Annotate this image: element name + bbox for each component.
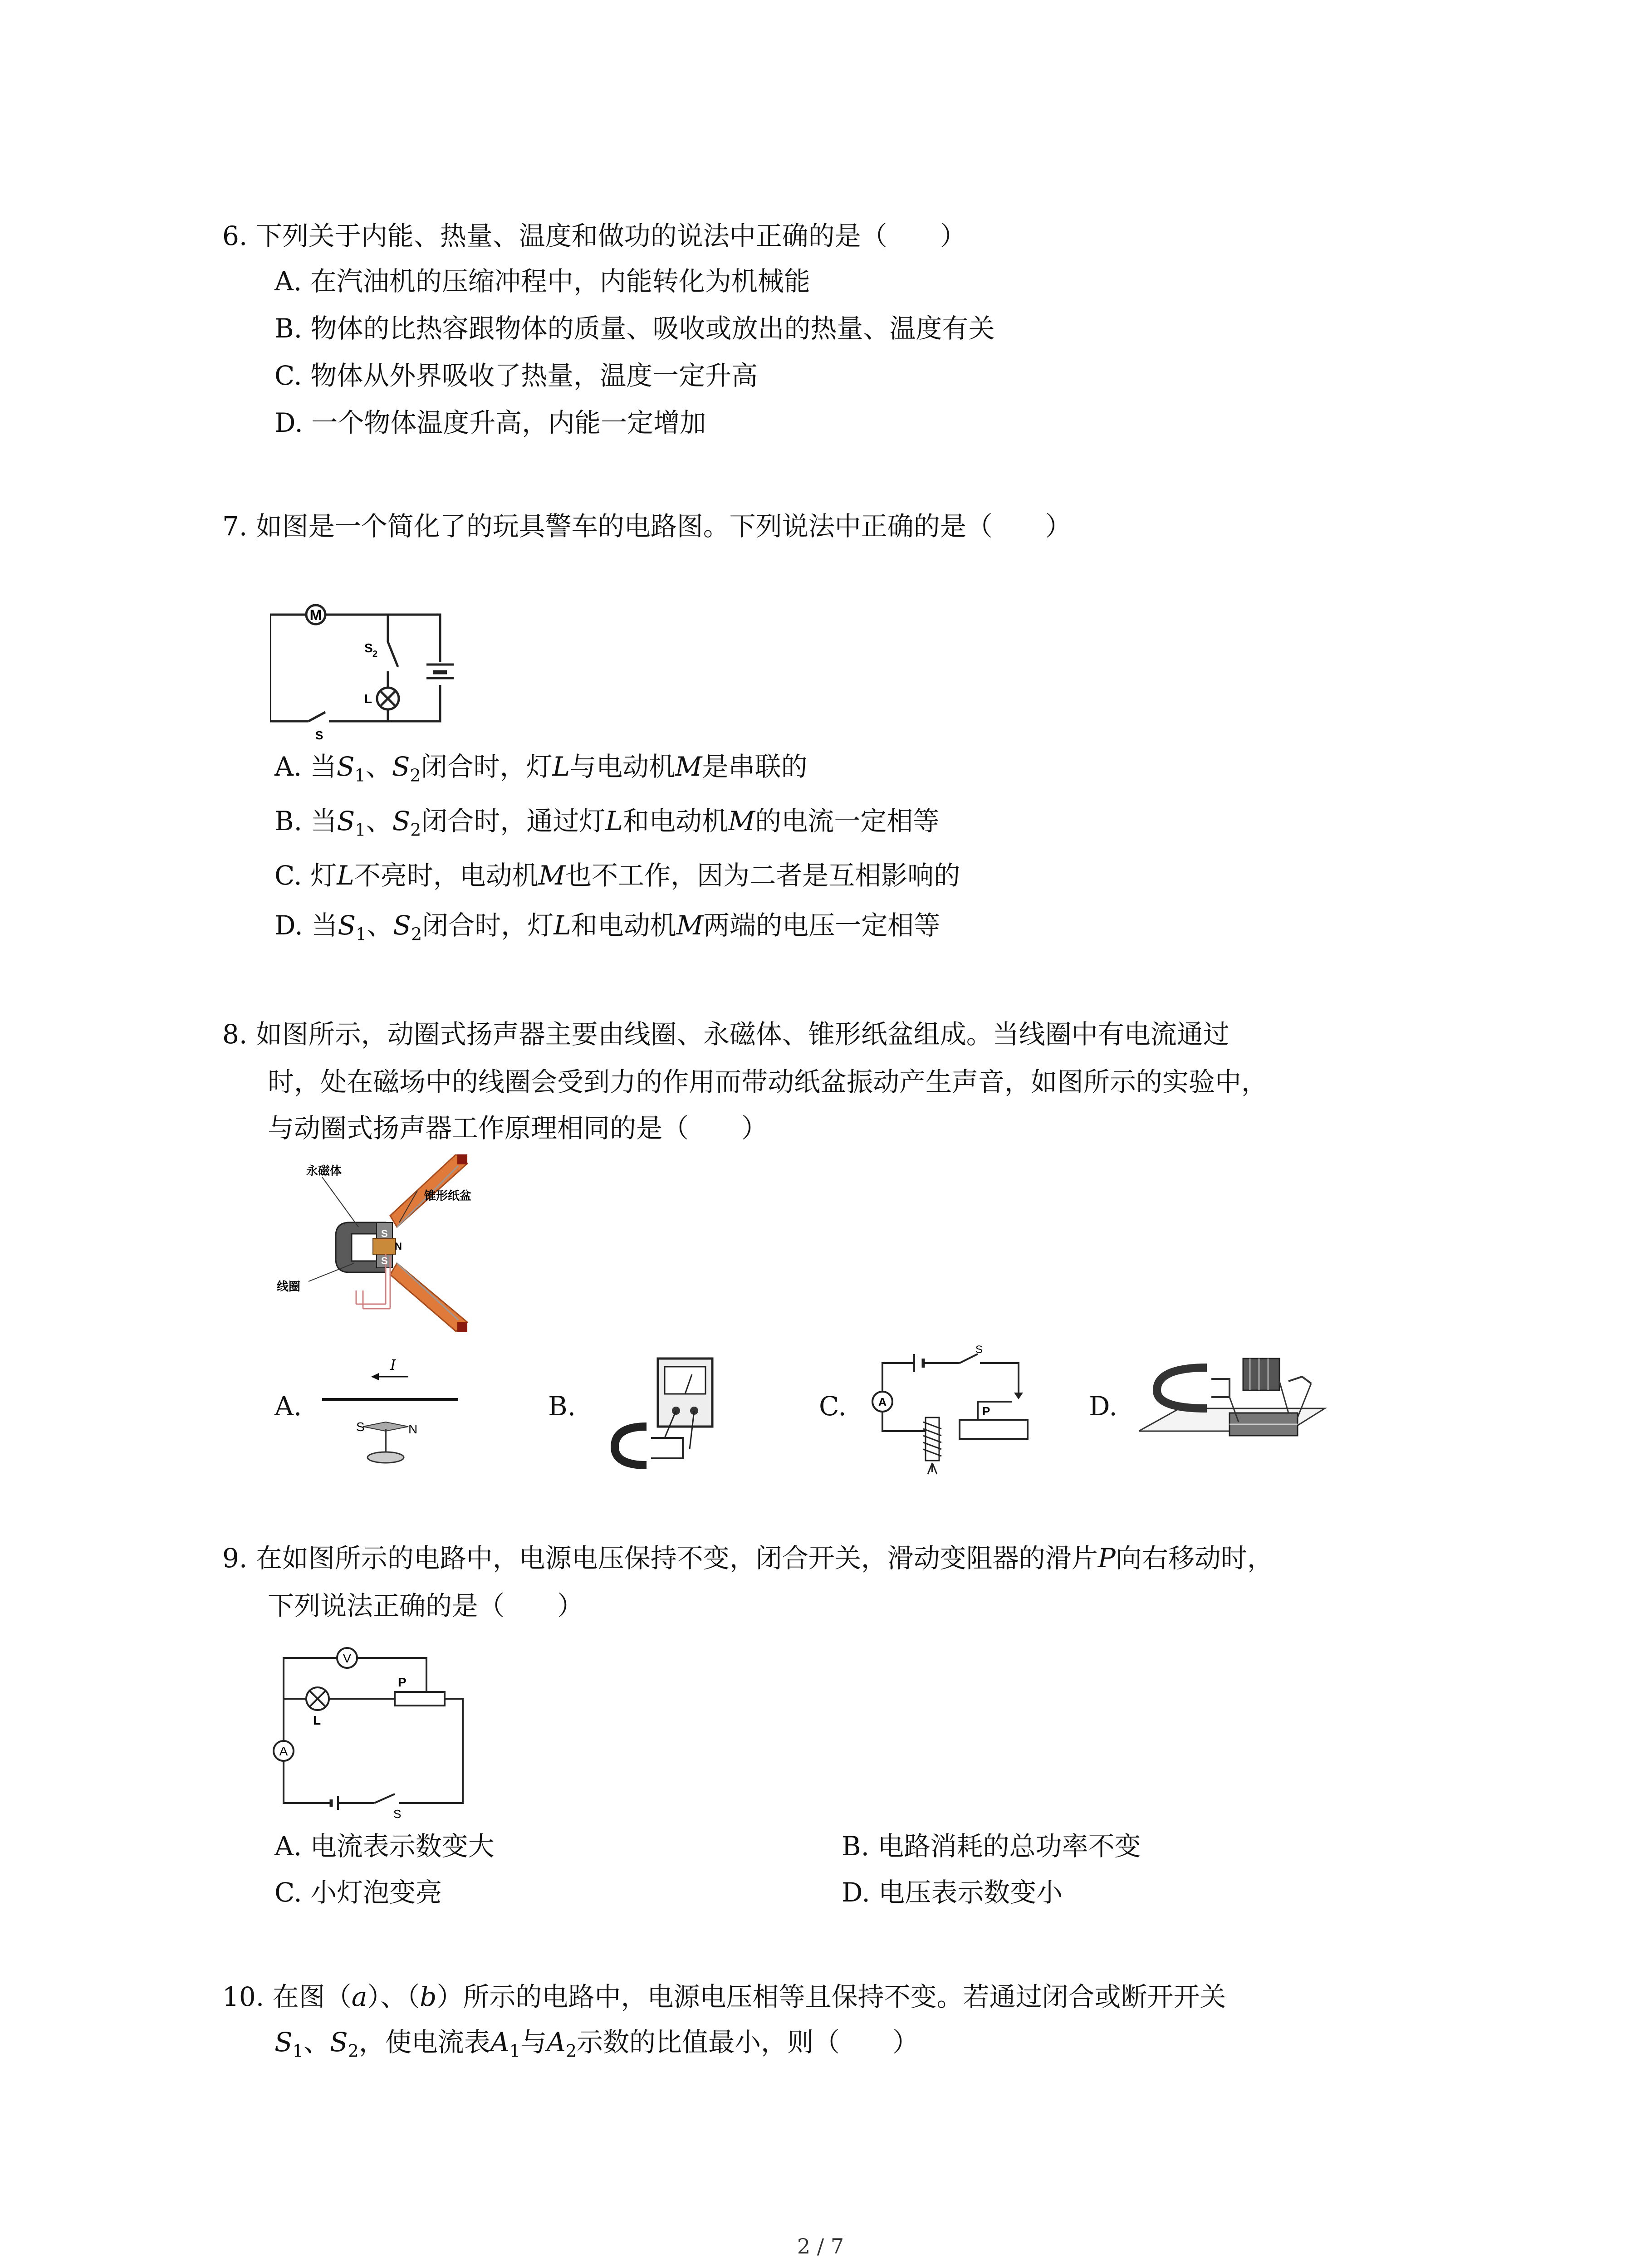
q7-circuit-diagram [270,599,465,744]
q6-stem: 6. 下列关于内能、热量、温度和做功的说法中正确的是（ ） [222,220,966,251]
svg-text:S: S [356,1420,365,1434]
q9-stem-line1: 9. 在如图所示的电路中，电源电压保持不变，闭合开关，滑动变阻器的滑片P向右移动时， [222,1543,1274,1574]
q8-option-c-label: C. [819,1391,847,1422]
q8-stem-line1: 8. 如图所示，动圈式扬声器主要由线圈、永磁体、锥形纸盆组成。当线圈中有电流通过 [222,1019,1230,1050]
q8-option-b-label: B. [548,1391,576,1422]
q6-option-b: B. 物体的比热容跟物体的质量、吸收或放出的热量、温度有关 [274,313,995,344]
q10-stem-line1: 10. 在图（a）、（b）所示的电路中，电源电压相等且保持不变。若通过闭合或断开开关 [222,1981,1226,2012]
svg-text:A: A [878,1395,887,1409]
q9-option-a: A. 电流表示数变大 [274,1831,495,1862]
svg-text:P: P [982,1404,990,1418]
q6-option-d: D. 一个物体温度升高，内能一定增加 [274,407,706,438]
q8-coil-label: 线圈 [277,1280,301,1294]
q9-slider-label: P [398,1675,407,1689]
q9-option-c: C. 小灯泡变亮 [274,1877,442,1908]
q8-stem-line3: 与动圈式扬声器工作原理相同的是（ ） [268,1113,768,1144]
q7-option-c: C. 灯L不亮时，电动机M也不工作，因为二者是互相影响的 [274,860,960,891]
q7-motor-label: M [309,607,322,623]
svg-text:I: I [390,1356,396,1374]
page-number: 2 / 7 [797,2234,844,2258]
q7-s2-label: S [364,641,373,655]
q7-option-a: A. 当$S_1$、$S_2$闭合时，灯L与电动机M是串联的 [274,751,808,786]
q7-stem: 7. 如图是一个简化了的玩具警车的电路图。下列说法中正确的是（ ） [222,511,1072,542]
q9-ammeter-label: A [279,1744,288,1758]
q6-option-c: C. 物体从外界吸收了热量，温度一定升高 [274,360,758,391]
q7-s1-label: S [315,728,323,742]
q7-lamp-label: L [364,692,372,706]
svg-text:S: S [381,1228,388,1239]
svg-text:S: S [381,1255,388,1266]
q6-option-a: A. 在汽油机的压缩冲程中，内能转化为机械能 [274,266,810,297]
q8-magnet-label: 永磁体 [306,1164,342,1178]
q7-option-d: D. 当$S_1$、$S_2$闭合时，灯L和电动机M两端的电压一定相等 [274,910,941,944]
q9-voltmeter-label: V [343,1651,352,1665]
svg-text:N: N [408,1422,418,1436]
q9-switch-label: S [393,1807,402,1819]
q9-option-b: B. 电路消耗的总功率不变 [842,1831,1141,1862]
svg-text:2: 2 [372,649,378,659]
svg-text:S: S [975,1344,983,1356]
q10-stem-line2: $S_1$、$S_2$，使电流表$A_1$与$A_2$示数的比值最小，则（ ） [274,2027,919,2061]
q8-stem-line2: 时，处在磁场中的线圈会受到力的作用而带动纸盆振动产生声音，如图所示的实验中， [268,1066,1268,1097]
q9-circuit-diagram [270,1637,479,1819]
q7-option-b: B. 当$S_1$、$S_2$闭合时，通过灯L和电动机M的电流一定相等 [274,806,940,840]
svg-text:N: N [395,1241,402,1252]
q9-option-d: D. 电压表示数变小 [842,1877,1063,1908]
q9-lamp-label: L [313,1713,321,1727]
q8-option-d-label: D. [1089,1391,1117,1422]
q8-option-a-label: A. [274,1391,302,1422]
q8-option-c-figure [864,1340,1041,1481]
q9-stem-line2: 下列说法正确的是（ ） [268,1590,584,1621]
q8-option-b-figure [597,1354,724,1476]
q8-cone-label: 锥形纸盆 [424,1189,472,1203]
q8-speaker-figure [268,1154,540,1336]
q8-option-a-figure [318,1354,463,1476]
q8-option-d-figure [1139,1354,1329,1467]
